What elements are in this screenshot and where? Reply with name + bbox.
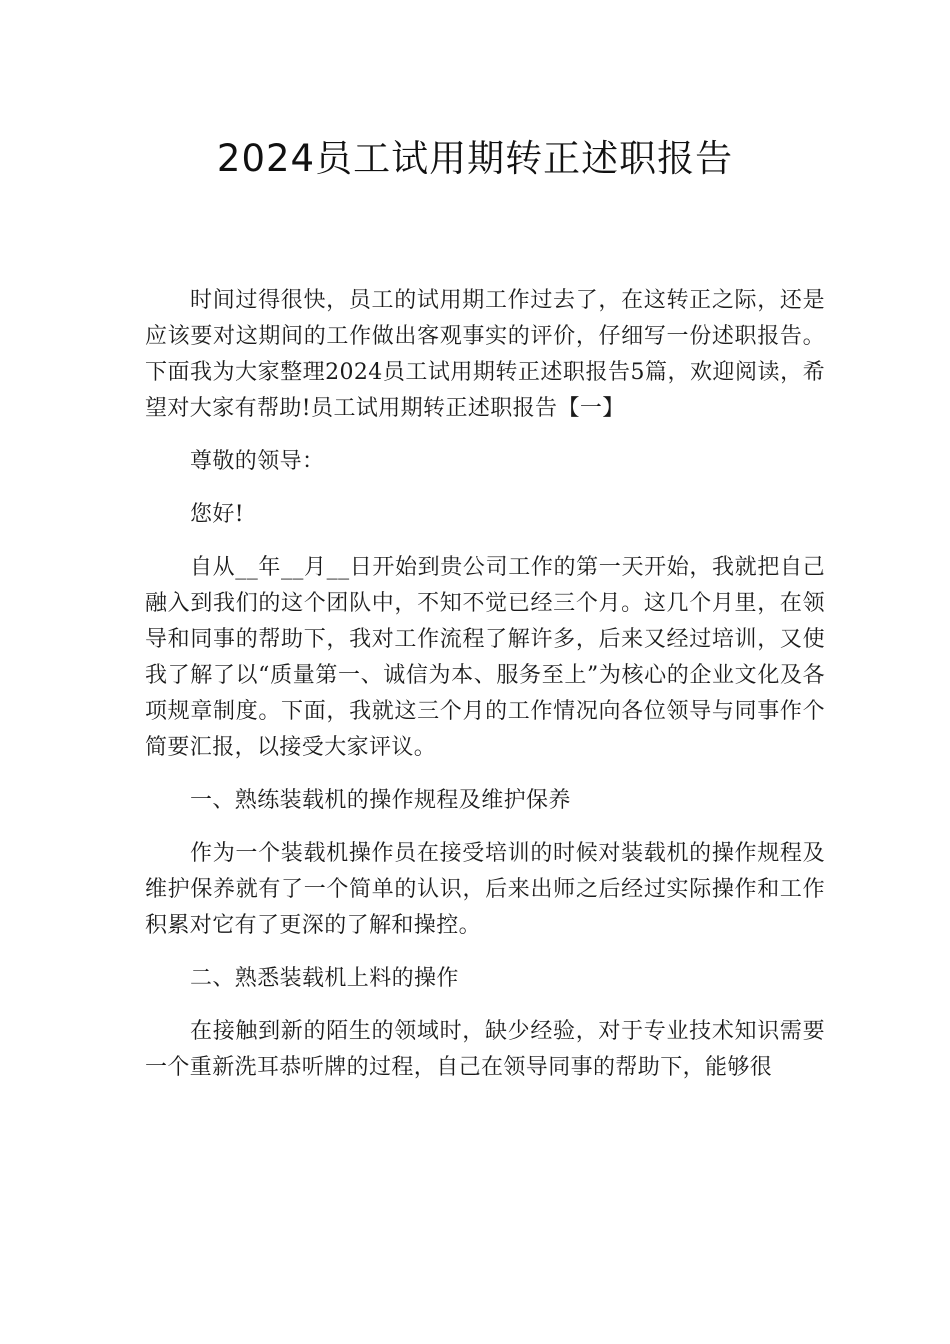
document-title: 2024员工试用期转正述职报告	[216, 137, 734, 180]
paragraph-section-1: 作为一个装载机操作员在接受培训的时候对装载机的操作规程及维护保养就有了一个简单的认识，后来出师之后经过实际操作和工作积累对它有了更深的了解和操控。	[145, 841, 825, 938]
paragraph-greeting: 您好!	[190, 502, 245, 527]
paragraph-overview: 自从__年__月__日开始到贵公司工作的第一天开始，我就把自己融入到我们的这个团队中，不知不觉已经三个月。这几个月里，在领导和同事的帮助下，我对工作流程了解许多，后来又经过培训，又使我了解了以“质量第一、诚信为本、服务至上”为核心的企业文化及各项规章制度。下面，我就这三个月的工作情况向各位领导与同事作个简要汇报，以接受大家评议。	[145, 555, 825, 760]
paragraph-intro: 时间过得很快，员工的试用期工作过去了，在这转正之际，还是应该要对这期间的工作做出客观事实的评价，仔细写一份述职报告。下面我为大家整理2024员工试用期转正述职报告5篇，欢迎阅读，希望对大家有帮助!员工试用期转正述职报告【一】	[145, 288, 825, 421]
paragraph-salutation: 尊敬的领导：	[190, 449, 325, 474]
section-heading-1: 一、熟练装载机的操作规程及维护保养	[190, 788, 571, 813]
document-body	[145, 283, 825, 1103]
paragraph-section-2: 在接触到新的陌生的领域时，缺少经验，对于专业技术知识需要一个重新洗耳恭听牌的过程，自己在领导同事的帮助下，能够很	[145, 1019, 825, 1080]
section-heading-2: 二、熟悉装载机上料的操作	[190, 966, 459, 991]
